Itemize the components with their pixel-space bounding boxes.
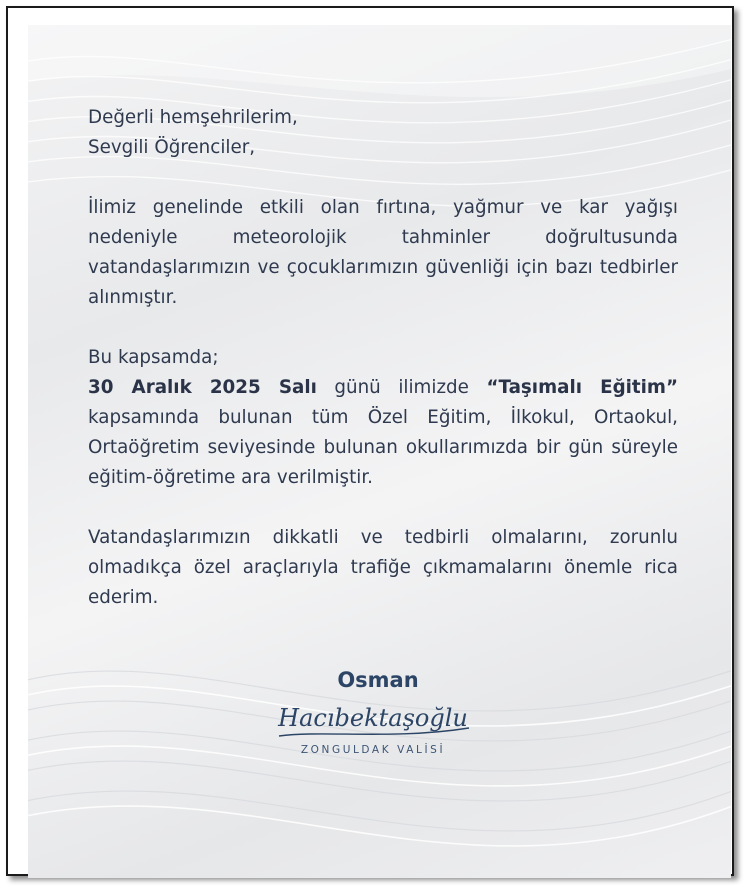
signature-script-surname [273, 696, 473, 742]
date-highlight: 30 Aralık 2025 Salı [88, 377, 317, 398]
paragraph-intro: Bu kapsamda; [88, 347, 219, 368]
letter-paper [28, 25, 731, 878]
greeting-line-2: Sevgili Öğrenciler, [88, 137, 256, 158]
signature-first-name: Osman [337, 668, 419, 692]
paragraph-weather: İlimiz genelinde etkili olan fırtına, yağmur ve kar yağışı nedeniyle meteorolojik tahminler doğrultusunda vatandaşlarımızın ve çocuklarımızın güvenliği için bazı tedbirler alınmıştır. [88, 197, 678, 308]
program-highlight: “Taşımalı Eğitim” [486, 377, 678, 398]
letter-body [88, 103, 678, 613]
signature-block [273, 668, 473, 768]
signature-title: ZONGULDAK VALİSİ [300, 744, 446, 756]
announcement-text-b: kapsamında bulunan tüm Özel Eğitim, İlkokul, Ortaokul, Ortaöğretim seviyesinde bulunan okullarımızda bir gün süreyle eğitim-öğretime ara verilmiştir. [88, 407, 678, 488]
signature-surname-text: Hacıbektaşoğlu [278, 704, 468, 732]
paragraph-request: Vatandaşlarımızın dikkatli ve tedbirli olmalarını, zorunlu olmadıkça özel araçlarıyla trafiğe çıkmamalarını önemle rica ederim. [88, 527, 678, 608]
paragraph-announcement [88, 373, 678, 493]
document-frame [6, 6, 734, 876]
announcement-text-a: günü ilimizde [316, 377, 487, 398]
greeting-line-1: Değerli hemşehrilerim, [88, 107, 298, 128]
